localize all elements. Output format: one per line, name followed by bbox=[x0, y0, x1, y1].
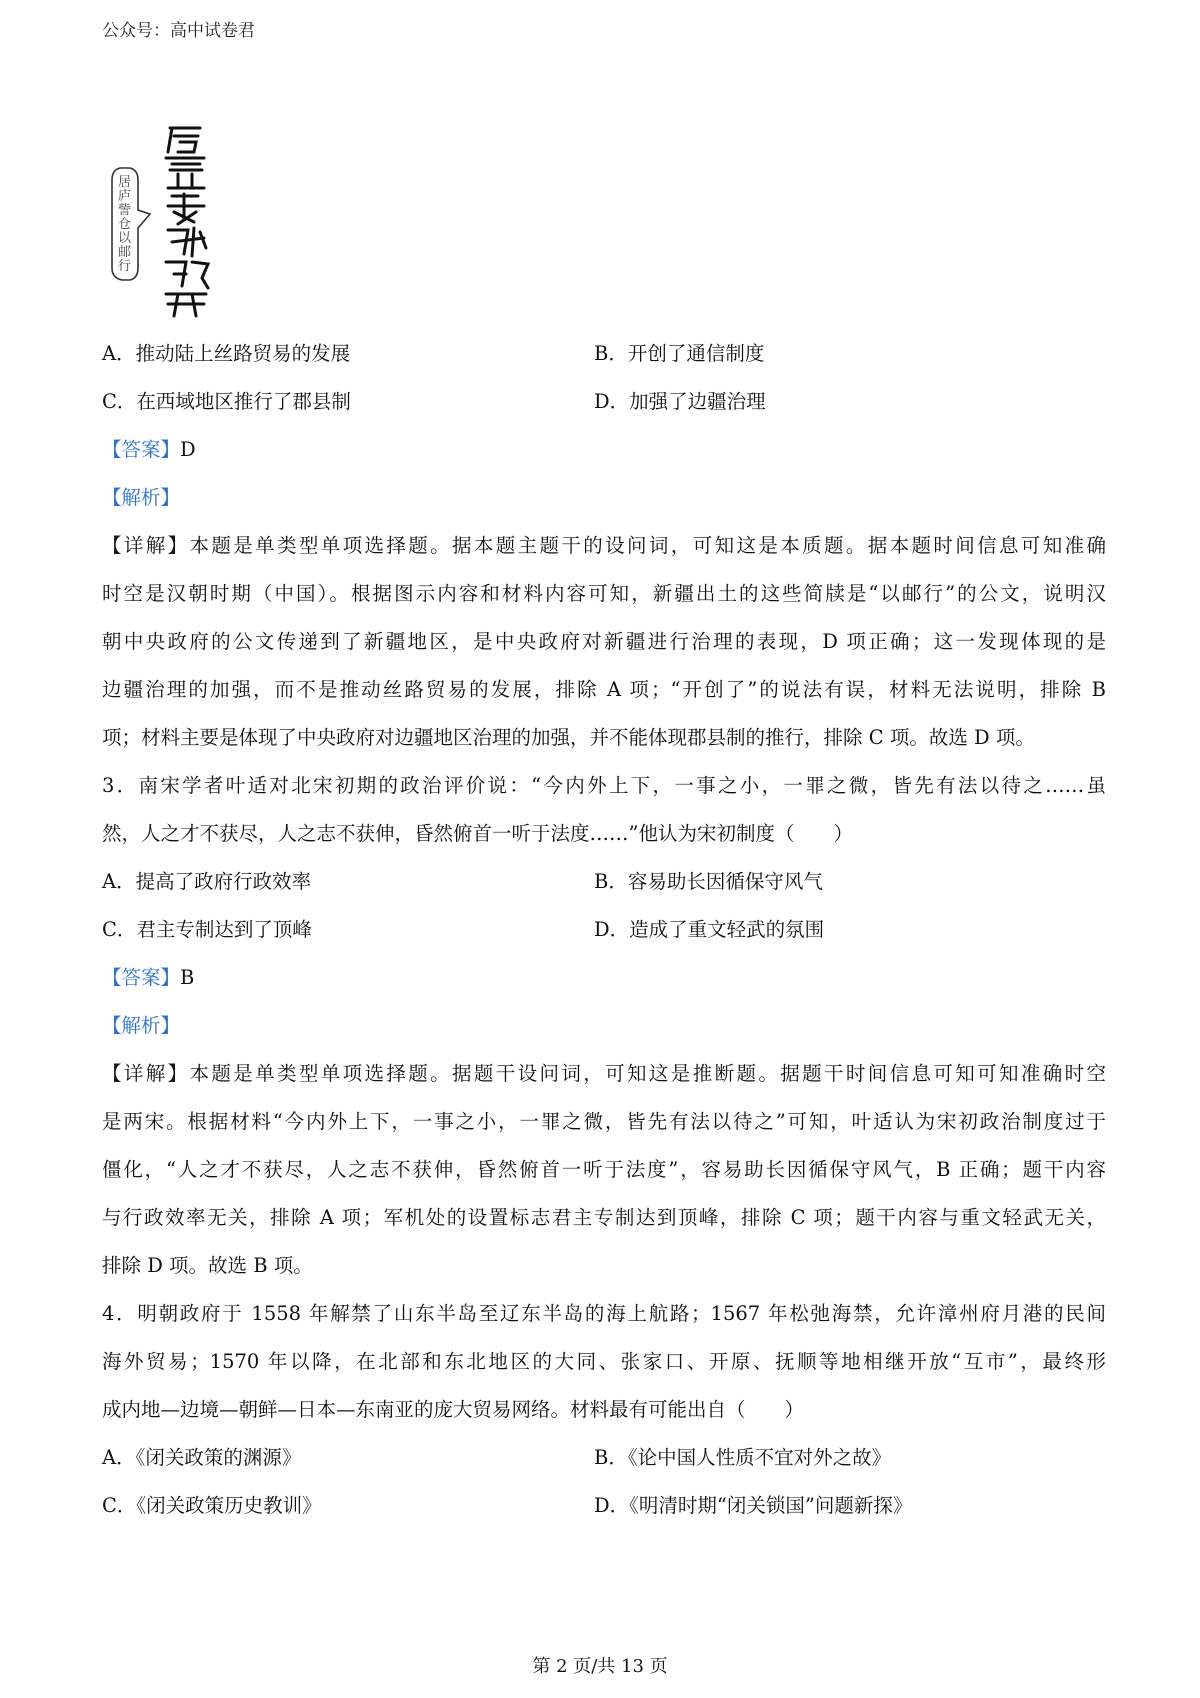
q3-answer bbox=[102, 954, 1106, 1002]
detail-text: 本题是单类型单项选择题。据题干设问词，可知这是推断题。据题干时间信息可知可知准确时空 bbox=[189, 1062, 1106, 1085]
svg-text:庐: 庐 bbox=[118, 189, 132, 204]
q2-detail bbox=[102, 522, 1106, 762]
q2-detail-line: 朝中央政府的公文传递到了新疆地区，是中央政府对新疆进行治理的表现，D 项正确；这一发现体现的是 bbox=[102, 630, 1106, 653]
q2-answer bbox=[102, 426, 1106, 474]
q4-stem bbox=[102, 1290, 1106, 1434]
q2-option-a: A．推动陆上丝路贸易的发展 bbox=[102, 342, 351, 365]
svg-text:邮: 邮 bbox=[118, 245, 132, 260]
q2-detail-line: 项；材料主要是体现了中央政府对边疆地区治理的加强，并不能体现郡县制的推行，排除 C 项。故选 D 项。 bbox=[102, 726, 1035, 749]
q3-options-row2 bbox=[102, 906, 1106, 954]
q2-option-c: C．在西域地区推行了郡县制 bbox=[102, 390, 351, 413]
q4-stem-line: 海外贸易；1570 年以降，在北部和东北地区的大同、张家口、开原、抚顺等地相继开放“互市”，最终形 bbox=[102, 1350, 1106, 1373]
q3-stem-line: 3．南宋学者叶适对北宋初期的政治评价说：“今内外上下，一事之小，一罪之微，皆先有法以待之……虽 bbox=[102, 774, 1106, 797]
bamboo-slip-figure bbox=[108, 118, 228, 318]
answer-tag: 【答案】 bbox=[102, 966, 181, 989]
q4-stem-line: 成内地—边境—朝鲜—日本—东南亚的庞大贸易网络。材料最有可能出自（ ） bbox=[102, 1398, 805, 1421]
answer-value: D bbox=[180, 438, 196, 461]
q3-option-b: B．容易助长因循保守风气 bbox=[594, 870, 823, 893]
q3-option-a: A．提高了政府行政效率 bbox=[102, 870, 312, 893]
q3-detail-line: 与行政效率无关，排除 A 项；军机处的设置标志君主专制达到顶峰，排除 C 项；题干内容与重文轻武无关， bbox=[102, 1206, 1106, 1229]
q2-option-b: B．开创了通信制度 bbox=[594, 342, 765, 365]
q3-option-d: D．造成了重文轻武的氛围 bbox=[594, 918, 825, 941]
q4-option-d: D．《明清时期“闭关锁国”问题新探》 bbox=[594, 1494, 913, 1517]
svg-text:訾: 訾 bbox=[118, 203, 132, 218]
q2-option-d: D．加强了边疆治理 bbox=[594, 390, 766, 413]
q3-stem-line: 然，人之才不获尽，人之志不获伸，昏然俯首一听于法度……”他认为宋初制度（ ） bbox=[102, 822, 853, 845]
q3-analysis-tag: 【解析】 bbox=[102, 1014, 181, 1037]
answer-tag: 【答案】 bbox=[102, 438, 181, 461]
q3-detail-line: 僵化，“人之才不获尽，人之志不获伸，昏然俯首一听于法度”，容易助长因循保守风气，B 正确；题干内容 bbox=[102, 1158, 1106, 1181]
page-number: 第 2 页/共 13 页 bbox=[532, 1656, 668, 1677]
q3-detail-line: 是两宋。根据材料“今内外上下，一事之小，一罪之微，皆先有法以待之”可知，叶适认为宋初政治制度过于 bbox=[102, 1110, 1106, 1133]
q3-detail-line bbox=[102, 1050, 1106, 1098]
q4-option-c: C．《闭关政策历史教训》 bbox=[102, 1494, 322, 1517]
q3-stem bbox=[102, 762, 1106, 858]
q2-detail-line: 时空是汉朝时期（中国）。根据图示内容和材料内容可知，新疆出土的这些简牍是“以邮行”的公文，说明汉 bbox=[102, 582, 1106, 605]
q3-options bbox=[102, 858, 1106, 906]
q2-detail-line: 边疆治理的加强，而不是推动丝路贸易的发展，排除 A 项；“开创了”的说法有误，材料无法说明，排除 B bbox=[102, 678, 1106, 701]
q3-option-c: C．君主专制达到了顶峰 bbox=[102, 918, 312, 941]
q2-analysis-tag: 【解析】 bbox=[102, 486, 181, 509]
q3-detail bbox=[102, 1050, 1106, 1290]
q4-stem-line: 4．明朝政府于 1558 年解禁了山东半岛至辽东半岛的海上航路；1567 年松弛海禁，允许漳州府月港的民间 bbox=[102, 1302, 1106, 1325]
q2-detail-line bbox=[102, 522, 1106, 570]
svg-text:仓: 仓 bbox=[118, 217, 132, 232]
q4-option-a: A．《闭关政策的渊源》 bbox=[102, 1446, 302, 1469]
q2-options-row2 bbox=[102, 378, 1106, 426]
q2-options bbox=[102, 330, 1106, 378]
q4-option-b: B．《论中国人性质不宜对外之故》 bbox=[594, 1446, 892, 1469]
detail-text: 本题是单类型单项选择题。据本题主题干的设问词，可知这是本质题。据本题时间信息可知准确 bbox=[189, 534, 1106, 557]
answer-value: B bbox=[180, 966, 195, 989]
q3-detail-line: 排除 D 项。故选 B 项。 bbox=[102, 1254, 313, 1277]
q4-options bbox=[102, 1434, 1106, 1482]
page-content bbox=[102, 330, 1106, 1530]
svg-text:以: 以 bbox=[118, 231, 132, 246]
seal-script-image bbox=[108, 118, 228, 318]
header-note: 公众号：高中试卷君 bbox=[102, 21, 255, 41]
q4-options-row2 bbox=[102, 1482, 1106, 1530]
svg-text:居: 居 bbox=[118, 175, 132, 190]
detail-tag: 【详解】 bbox=[102, 1062, 190, 1085]
svg-text:行: 行 bbox=[118, 259, 132, 274]
detail-tag: 【详解】 bbox=[102, 534, 190, 557]
